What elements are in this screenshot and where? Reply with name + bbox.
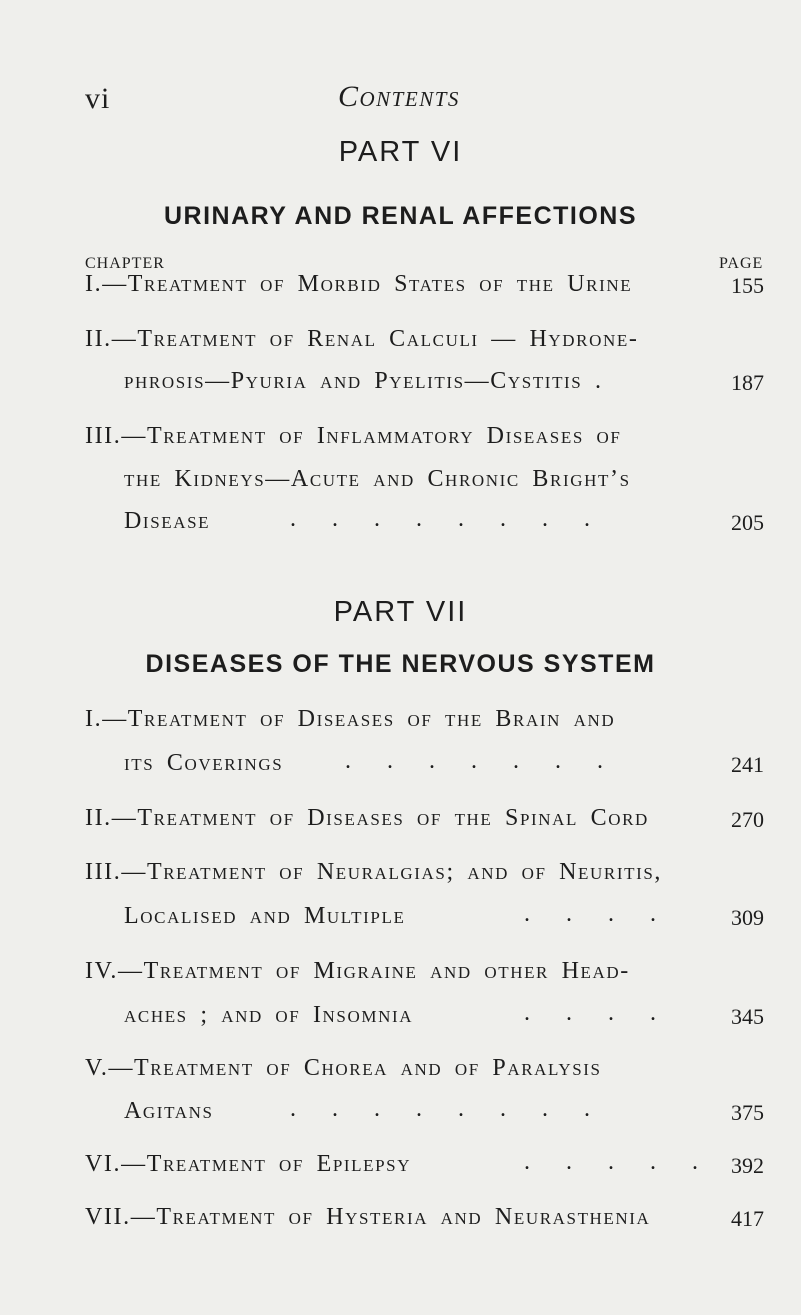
dot-leader: . . . . <box>524 1000 671 1026</box>
dot-leader: . . . . . . . . <box>290 1096 605 1122</box>
page-folio: vi <box>85 82 111 115</box>
toc-entry-line: I.—Treatment of Morbid States of the Urine <box>85 271 633 297</box>
toc-entry-line: I.—Treatment of Diseases of the Brain and <box>85 706 616 732</box>
part-title: DISEASES OF THE NERVOUS SYSTEM <box>145 650 656 678</box>
toc-entry-line: VII.—Treatment of Hysteria and Neurasthenia <box>85 1204 651 1230</box>
dot-leader: . . . . . <box>524 1149 713 1175</box>
toc-entry-line: Agitans <box>124 1098 214 1124</box>
toc-entry-line: aches ; and of Insomnia <box>124 1002 414 1028</box>
page-column-label: PAGE <box>719 255 764 272</box>
toc-page-number: 417 <box>731 1206 764 1231</box>
toc-entry-line: VI.—Treatment of Epilepsy <box>85 1151 412 1177</box>
toc-entry-line: III.—Treatment of Neuralgias; and of Neuritis, <box>85 859 663 885</box>
dot-leader: . . . . . . . <box>345 748 618 774</box>
part-title: URINARY AND RENAL AFFECTIONS <box>163 202 638 230</box>
toc-entry-line: IV.—Treatment of Migraine and other Head- <box>85 958 630 984</box>
chapter-column-label: CHAPTER <box>85 255 165 272</box>
toc-entry-line: the Kidneys—Acute and Chronic Bright’s <box>124 466 631 492</box>
toc-page-number: 309 <box>731 905 764 930</box>
toc-entry-line: phrosis—Pyuria and Pyelitis—Cystitis . <box>124 368 603 394</box>
toc-page-number: 187 <box>731 370 764 395</box>
toc-page-number: 270 <box>731 807 764 832</box>
toc-entry-line: II.—Treatment of Renal Calculi — Hydrone- <box>85 326 639 352</box>
dot-leader: . . . . <box>524 901 671 927</box>
toc-page-number: 241 <box>731 752 764 777</box>
toc-entry-line: Localised and Multiple <box>124 903 406 929</box>
toc-page-number: 375 <box>731 1100 764 1125</box>
toc-entry-line: its Coverings <box>124 750 284 776</box>
toc-page-number: 392 <box>731 1153 764 1178</box>
toc-page-number: 345 <box>731 1004 764 1029</box>
part-heading: PART VII <box>333 596 468 628</box>
running-head: Contents <box>338 80 460 113</box>
toc-page-number: 155 <box>731 273 764 298</box>
toc-entry-line: II.—Treatment of Diseases of the Spinal Cord <box>85 805 649 831</box>
part-heading: PART VI <box>338 136 463 168</box>
toc-entry-line: V.—Treatment of Chorea and of Paralysis <box>85 1055 602 1081</box>
toc-entry-line: Disease <box>124 508 211 534</box>
toc-entry-line: III.—Treatment of Inflammatory Diseases of <box>85 423 622 449</box>
dot-leader: . . . . . . . . <box>290 506 605 532</box>
toc-page-number: 205 <box>731 510 764 535</box>
